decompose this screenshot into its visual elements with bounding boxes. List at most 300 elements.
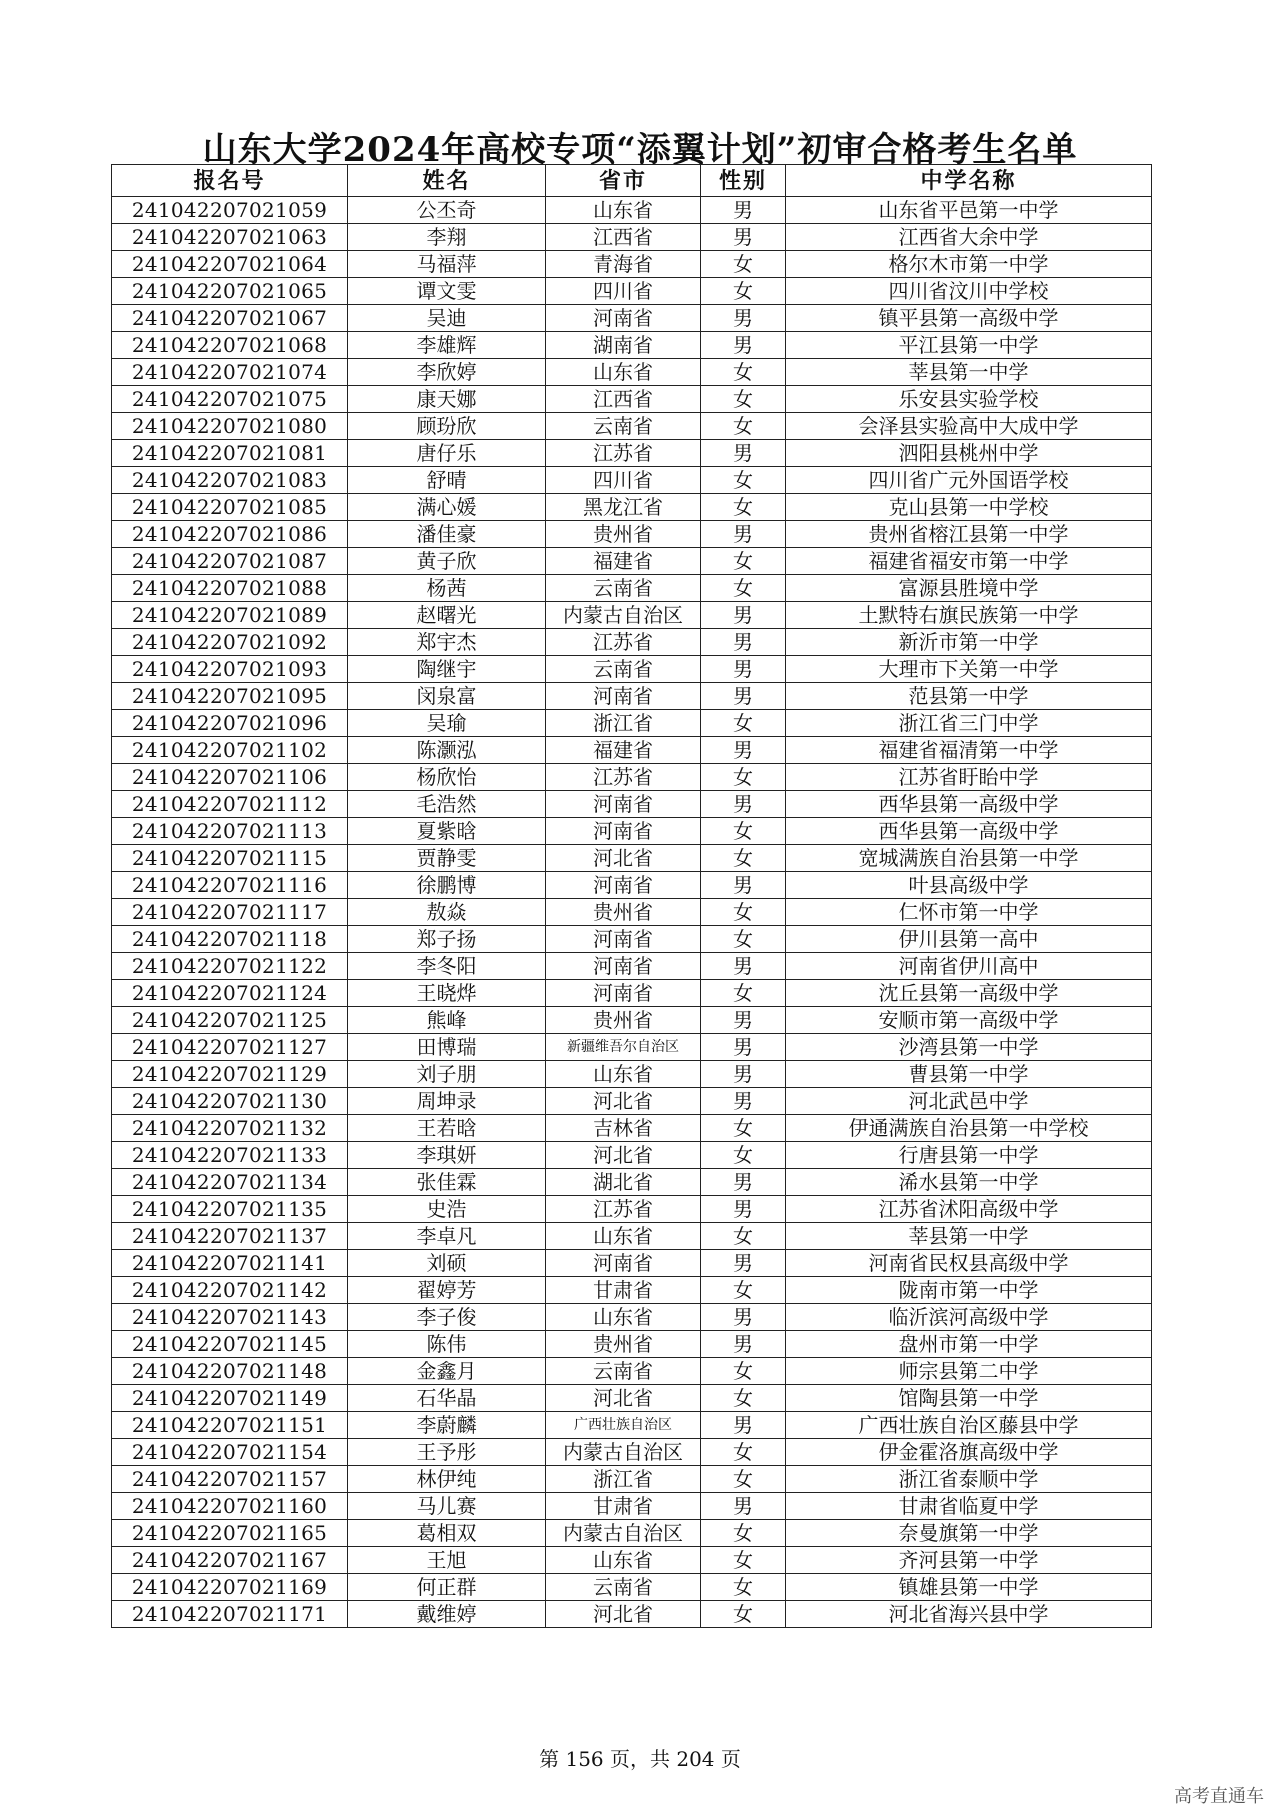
gender-cell: 女 bbox=[701, 1520, 786, 1547]
province-cell: 浙江省 bbox=[546, 1466, 701, 1493]
registration-number-cell: 241042207021081 bbox=[112, 440, 348, 467]
table-row bbox=[112, 1304, 1152, 1331]
table-row bbox=[112, 359, 1152, 386]
name-cell: 李子俊 bbox=[348, 1304, 546, 1331]
registration-number-cell: 241042207021141 bbox=[112, 1250, 348, 1277]
registration-number-cell: 241042207021124 bbox=[112, 980, 348, 1007]
gender-cell: 女 bbox=[701, 548, 786, 575]
watermark: 高考直通车 bbox=[1174, 1786, 1264, 1807]
name-cell: 杨茜 bbox=[348, 575, 546, 602]
gender-cell: 男 bbox=[701, 683, 786, 710]
table-row bbox=[112, 818, 1152, 845]
registration-number-cell: 241042207021157 bbox=[112, 1466, 348, 1493]
province-cell: 江西省 bbox=[546, 224, 701, 251]
table-row bbox=[112, 251, 1152, 278]
school-name-cell: 土默特右旗民族第一中学 bbox=[786, 602, 1152, 629]
table-row bbox=[112, 521, 1152, 548]
header-province: 省市 bbox=[546, 165, 701, 197]
province-cell: 新疆维吾尔自治区 bbox=[546, 1034, 701, 1061]
school-name-cell: 平江县第一中学 bbox=[786, 332, 1152, 359]
table-row bbox=[112, 1331, 1152, 1358]
gender-cell: 女 bbox=[701, 1547, 786, 1574]
registration-number-cell: 241042207021087 bbox=[112, 548, 348, 575]
table-row bbox=[112, 1250, 1152, 1277]
registration-number-cell: 241042207021142 bbox=[112, 1277, 348, 1304]
school-name-cell: 泗阳县桃州中学 bbox=[786, 440, 1152, 467]
name-cell: 郑宇杰 bbox=[348, 629, 546, 656]
province-cell: 贵州省 bbox=[546, 899, 701, 926]
name-cell: 康天娜 bbox=[348, 386, 546, 413]
school-name-cell: 新沂市第一中学 bbox=[786, 629, 1152, 656]
name-cell: 赵曙光 bbox=[348, 602, 546, 629]
gender-cell: 男 bbox=[701, 1196, 786, 1223]
registration-number-cell: 241042207021130 bbox=[112, 1088, 348, 1115]
province-cell: 山东省 bbox=[546, 1061, 701, 1088]
name-cell: 满心媛 bbox=[348, 494, 546, 521]
gender-cell: 女 bbox=[701, 1574, 786, 1601]
table-row bbox=[112, 737, 1152, 764]
school-name-cell: 西华县第一高级中学 bbox=[786, 791, 1152, 818]
province-cell: 河南省 bbox=[546, 305, 701, 332]
name-cell: 李卓凡 bbox=[348, 1223, 546, 1250]
province-cell: 河南省 bbox=[546, 1250, 701, 1277]
province-cell: 内蒙古自治区 bbox=[546, 1520, 701, 1547]
name-cell: 吴迪 bbox=[348, 305, 546, 332]
school-name-cell: 莘县第一中学 bbox=[786, 1223, 1152, 1250]
registration-number-cell: 241042207021088 bbox=[112, 575, 348, 602]
school-name-cell: 宽城满族自治县第一中学 bbox=[786, 845, 1152, 872]
school-name-cell: 福建省福清第一中学 bbox=[786, 737, 1152, 764]
name-cell: 王予彤 bbox=[348, 1439, 546, 1466]
registration-number-cell: 241042207021096 bbox=[112, 710, 348, 737]
table-row bbox=[112, 197, 1152, 224]
registration-number-cell: 241042207021143 bbox=[112, 1304, 348, 1331]
registration-number-cell: 241042207021102 bbox=[112, 737, 348, 764]
school-name-cell: 浠水县第一中学 bbox=[786, 1169, 1152, 1196]
province-cell: 贵州省 bbox=[546, 1007, 701, 1034]
registration-number-cell: 241042207021116 bbox=[112, 872, 348, 899]
name-cell: 闵泉富 bbox=[348, 683, 546, 710]
province-cell: 内蒙古自治区 bbox=[546, 602, 701, 629]
school-name-cell: 镇平县第一高级中学 bbox=[786, 305, 1152, 332]
province-cell: 湖北省 bbox=[546, 1169, 701, 1196]
province-cell: 山东省 bbox=[546, 1547, 701, 1574]
registration-number-cell: 241042207021080 bbox=[112, 413, 348, 440]
province-cell: 河北省 bbox=[546, 1601, 701, 1628]
registration-number-cell: 241042207021127 bbox=[112, 1034, 348, 1061]
school-name-cell: 安顺市第一高级中学 bbox=[786, 1007, 1152, 1034]
gender-cell: 男 bbox=[701, 224, 786, 251]
registration-number-cell: 241042207021112 bbox=[112, 791, 348, 818]
gender-cell: 女 bbox=[701, 710, 786, 737]
registration-number-cell: 241042207021113 bbox=[112, 818, 348, 845]
province-cell: 云南省 bbox=[546, 1574, 701, 1601]
name-cell: 马儿赛 bbox=[348, 1493, 546, 1520]
gender-cell: 女 bbox=[701, 818, 786, 845]
table-row bbox=[112, 1223, 1152, 1250]
name-cell: 舒晴 bbox=[348, 467, 546, 494]
table-row bbox=[112, 710, 1152, 737]
registration-number-cell: 241042207021067 bbox=[112, 305, 348, 332]
table-row bbox=[112, 440, 1152, 467]
registration-number-cell: 241042207021092 bbox=[112, 629, 348, 656]
school-name-cell: 伊川县第一高中 bbox=[786, 926, 1152, 953]
province-cell: 云南省 bbox=[546, 413, 701, 440]
name-cell: 马福萍 bbox=[348, 251, 546, 278]
school-name-cell: 山东省平邑第一中学 bbox=[786, 197, 1152, 224]
table-row bbox=[112, 1115, 1152, 1142]
name-cell: 李雄辉 bbox=[348, 332, 546, 359]
table-row bbox=[112, 1520, 1152, 1547]
province-cell: 河南省 bbox=[546, 872, 701, 899]
name-cell: 戴维婷 bbox=[348, 1601, 546, 1628]
province-cell: 四川省 bbox=[546, 278, 701, 305]
name-cell: 杨欣怡 bbox=[348, 764, 546, 791]
gender-cell: 男 bbox=[701, 197, 786, 224]
province-cell: 云南省 bbox=[546, 656, 701, 683]
province-cell: 贵州省 bbox=[546, 1331, 701, 1358]
gender-cell: 女 bbox=[701, 386, 786, 413]
name-cell: 徐鹏博 bbox=[348, 872, 546, 899]
registration-number-cell: 241042207021074 bbox=[112, 359, 348, 386]
name-cell: 刘硕 bbox=[348, 1250, 546, 1277]
province-cell: 河南省 bbox=[546, 818, 701, 845]
table-row bbox=[112, 1169, 1152, 1196]
school-name-cell: 伊通满族自治县第一中学校 bbox=[786, 1115, 1152, 1142]
name-cell: 李琪妍 bbox=[348, 1142, 546, 1169]
school-name-cell: 陇南市第一中学 bbox=[786, 1277, 1152, 1304]
school-name-cell: 馆陶县第一中学 bbox=[786, 1385, 1152, 1412]
province-cell: 四川省 bbox=[546, 467, 701, 494]
gender-cell: 女 bbox=[701, 764, 786, 791]
province-cell: 江苏省 bbox=[546, 1196, 701, 1223]
gender-cell: 女 bbox=[701, 926, 786, 953]
school-name-cell: 盘州市第一中学 bbox=[786, 1331, 1152, 1358]
table-row bbox=[112, 1547, 1152, 1574]
table-row bbox=[112, 764, 1152, 791]
name-cell: 唐仔乐 bbox=[348, 440, 546, 467]
table-body bbox=[112, 197, 1152, 1628]
registration-number-cell: 241042207021106 bbox=[112, 764, 348, 791]
school-name-cell: 浙江省泰顺中学 bbox=[786, 1466, 1152, 1493]
province-cell: 河北省 bbox=[546, 1385, 701, 1412]
school-name-cell: 行唐县第一中学 bbox=[786, 1142, 1152, 1169]
province-cell: 江苏省 bbox=[546, 629, 701, 656]
name-cell: 林伊纯 bbox=[348, 1466, 546, 1493]
table-row bbox=[112, 1142, 1152, 1169]
name-cell: 吴瑜 bbox=[348, 710, 546, 737]
province-cell: 山东省 bbox=[546, 197, 701, 224]
name-cell: 史浩 bbox=[348, 1196, 546, 1223]
province-cell: 河北省 bbox=[546, 845, 701, 872]
gender-cell: 男 bbox=[701, 791, 786, 818]
table-row bbox=[112, 467, 1152, 494]
province-cell: 山东省 bbox=[546, 1304, 701, 1331]
table-row bbox=[112, 1358, 1152, 1385]
province-cell: 黑龙江省 bbox=[546, 494, 701, 521]
name-cell: 刘子朋 bbox=[348, 1061, 546, 1088]
school-name-cell: 师宗县第二中学 bbox=[786, 1358, 1152, 1385]
name-cell: 潘佳豪 bbox=[348, 521, 546, 548]
gender-cell: 女 bbox=[701, 494, 786, 521]
registration-number-cell: 241042207021132 bbox=[112, 1115, 348, 1142]
school-name-cell: 四川省广元外国语学校 bbox=[786, 467, 1152, 494]
registration-number-cell: 241042207021167 bbox=[112, 1547, 348, 1574]
table-row bbox=[112, 305, 1152, 332]
registration-number-cell: 241042207021118 bbox=[112, 926, 348, 953]
page-title: 山东大学2024年高校专项“添翼计划”初审合格考生名单 bbox=[202, 130, 1078, 170]
province-cell: 内蒙古自治区 bbox=[546, 1439, 701, 1466]
header-registration-number: 报名号 bbox=[112, 165, 348, 197]
name-cell: 张佳霖 bbox=[348, 1169, 546, 1196]
province-cell: 江西省 bbox=[546, 386, 701, 413]
name-cell: 石华晶 bbox=[348, 1385, 546, 1412]
gender-cell: 男 bbox=[701, 1061, 786, 1088]
gender-cell: 男 bbox=[701, 1007, 786, 1034]
table-row bbox=[112, 332, 1152, 359]
name-cell: 黄子欣 bbox=[348, 548, 546, 575]
province-cell: 广西壮族自治区 bbox=[546, 1412, 701, 1439]
gender-cell: 女 bbox=[701, 1115, 786, 1142]
province-cell: 甘肃省 bbox=[546, 1277, 701, 1304]
table-row bbox=[112, 683, 1152, 710]
school-name-cell: 河北省海兴县中学 bbox=[786, 1601, 1152, 1628]
name-cell: 顾玢欣 bbox=[348, 413, 546, 440]
name-cell: 王旭 bbox=[348, 1547, 546, 1574]
registration-number-cell: 241042207021063 bbox=[112, 224, 348, 251]
gender-cell: 男 bbox=[701, 1493, 786, 1520]
province-cell: 吉林省 bbox=[546, 1115, 701, 1142]
province-cell: 山东省 bbox=[546, 359, 701, 386]
registration-number-cell: 241042207021065 bbox=[112, 278, 348, 305]
table-row bbox=[112, 386, 1152, 413]
name-cell: 毛浩然 bbox=[348, 791, 546, 818]
gender-cell: 男 bbox=[701, 332, 786, 359]
table-row bbox=[112, 1601, 1152, 1628]
table-header-row bbox=[112, 165, 1152, 197]
school-name-cell: 江苏省盱眙中学 bbox=[786, 764, 1152, 791]
table-row bbox=[112, 926, 1152, 953]
school-name-cell: 乐安县实验学校 bbox=[786, 386, 1152, 413]
school-name-cell: 格尔木市第一中学 bbox=[786, 251, 1152, 278]
gender-cell: 男 bbox=[701, 737, 786, 764]
registration-number-cell: 241042207021075 bbox=[112, 386, 348, 413]
school-name-cell: 伊金霍洛旗高级中学 bbox=[786, 1439, 1152, 1466]
registration-number-cell: 241042207021133 bbox=[112, 1142, 348, 1169]
gender-cell: 女 bbox=[701, 1223, 786, 1250]
candidate-table bbox=[111, 164, 1152, 1628]
registration-number-cell: 241042207021160 bbox=[112, 1493, 348, 1520]
table-row bbox=[112, 1439, 1152, 1466]
table-row bbox=[112, 575, 1152, 602]
school-name-cell: 仁怀市第一中学 bbox=[786, 899, 1152, 926]
name-cell: 谭文雯 bbox=[348, 278, 546, 305]
school-name-cell: 大理市下关第一中学 bbox=[786, 656, 1152, 683]
registration-number-cell: 241042207021068 bbox=[112, 332, 348, 359]
name-cell: 敖焱 bbox=[348, 899, 546, 926]
table-row bbox=[112, 494, 1152, 521]
table-row bbox=[112, 224, 1152, 251]
gender-cell: 女 bbox=[701, 251, 786, 278]
gender-cell: 男 bbox=[701, 1088, 786, 1115]
gender-cell: 女 bbox=[701, 413, 786, 440]
school-name-cell: 广西壮族自治区藤县中学 bbox=[786, 1412, 1152, 1439]
registration-number-cell: 241042207021151 bbox=[112, 1412, 348, 1439]
gender-cell: 女 bbox=[701, 1601, 786, 1628]
name-cell: 王晓烨 bbox=[348, 980, 546, 1007]
province-cell: 河南省 bbox=[546, 683, 701, 710]
registration-number-cell: 241042207021169 bbox=[112, 1574, 348, 1601]
gender-cell: 女 bbox=[701, 278, 786, 305]
school-name-cell: 叶县高级中学 bbox=[786, 872, 1152, 899]
gender-cell: 女 bbox=[701, 359, 786, 386]
province-cell: 福建省 bbox=[546, 737, 701, 764]
gender-cell: 男 bbox=[701, 872, 786, 899]
gender-cell: 女 bbox=[701, 845, 786, 872]
table-row bbox=[112, 980, 1152, 1007]
name-cell: 李欣婷 bbox=[348, 359, 546, 386]
name-cell: 李蔚麟 bbox=[348, 1412, 546, 1439]
table-row bbox=[112, 791, 1152, 818]
registration-number-cell: 241042207021117 bbox=[112, 899, 348, 926]
name-cell: 李冬阳 bbox=[348, 953, 546, 980]
name-cell: 葛相双 bbox=[348, 1520, 546, 1547]
registration-number-cell: 241042207021154 bbox=[112, 1439, 348, 1466]
school-name-cell: 福建省福安市第一中学 bbox=[786, 548, 1152, 575]
registration-number-cell: 241042207021085 bbox=[112, 494, 348, 521]
header-name: 姓名 bbox=[348, 165, 546, 197]
table-row bbox=[112, 278, 1152, 305]
name-cell: 贾静雯 bbox=[348, 845, 546, 872]
gender-cell: 女 bbox=[701, 1142, 786, 1169]
school-name-cell: 富源县胜境中学 bbox=[786, 575, 1152, 602]
registration-number-cell: 241042207021165 bbox=[112, 1520, 348, 1547]
registration-number-cell: 241042207021086 bbox=[112, 521, 348, 548]
province-cell: 河南省 bbox=[546, 953, 701, 980]
name-cell: 金鑫月 bbox=[348, 1358, 546, 1385]
gender-cell: 男 bbox=[701, 656, 786, 683]
registration-number-cell: 241042207021149 bbox=[112, 1385, 348, 1412]
table-row bbox=[112, 1385, 1152, 1412]
table-row bbox=[112, 656, 1152, 683]
school-name-cell: 河南省民权县高级中学 bbox=[786, 1250, 1152, 1277]
name-cell: 郑子扬 bbox=[348, 926, 546, 953]
table-row bbox=[112, 413, 1152, 440]
name-cell: 何正群 bbox=[348, 1574, 546, 1601]
table-row bbox=[112, 1088, 1152, 1115]
registration-number-cell: 241042207021095 bbox=[112, 683, 348, 710]
gender-cell: 男 bbox=[701, 440, 786, 467]
name-cell: 周坤录 bbox=[348, 1088, 546, 1115]
table-row bbox=[112, 602, 1152, 629]
table-row bbox=[112, 1007, 1152, 1034]
province-cell: 湖南省 bbox=[546, 332, 701, 359]
school-name-cell: 范县第一中学 bbox=[786, 683, 1152, 710]
table-row bbox=[112, 1493, 1152, 1520]
school-name-cell: 会泽县实验高中大成中学 bbox=[786, 413, 1152, 440]
name-cell: 陶继宇 bbox=[348, 656, 546, 683]
province-cell: 云南省 bbox=[546, 575, 701, 602]
school-name-cell: 沙湾县第一中学 bbox=[786, 1034, 1152, 1061]
table-row bbox=[112, 1574, 1152, 1601]
name-cell: 公丕奇 bbox=[348, 197, 546, 224]
gender-cell: 男 bbox=[701, 521, 786, 548]
gender-cell: 女 bbox=[701, 899, 786, 926]
table-row bbox=[112, 629, 1152, 656]
province-cell: 青海省 bbox=[546, 251, 701, 278]
school-name-cell: 莘县第一中学 bbox=[786, 359, 1152, 386]
table-row bbox=[112, 1277, 1152, 1304]
gender-cell: 男 bbox=[701, 1250, 786, 1277]
school-name-cell: 贵州省榕江县第一中学 bbox=[786, 521, 1152, 548]
province-cell: 江苏省 bbox=[546, 440, 701, 467]
school-name-cell: 镇雄县第一中学 bbox=[786, 1574, 1152, 1601]
registration-number-cell: 241042207021059 bbox=[112, 197, 348, 224]
table-row bbox=[112, 953, 1152, 980]
school-name-cell: 临沂滨河高级中学 bbox=[786, 1304, 1152, 1331]
province-cell: 福建省 bbox=[546, 548, 701, 575]
gender-cell: 男 bbox=[701, 953, 786, 980]
school-name-cell: 四川省汶川中学校 bbox=[786, 278, 1152, 305]
school-name-cell: 河南省伊川高中 bbox=[786, 953, 1152, 980]
name-cell: 田博瑞 bbox=[348, 1034, 546, 1061]
name-cell: 李翔 bbox=[348, 224, 546, 251]
table-row bbox=[112, 1034, 1152, 1061]
registration-number-cell: 241042207021145 bbox=[112, 1331, 348, 1358]
gender-cell: 女 bbox=[701, 1385, 786, 1412]
province-cell: 河南省 bbox=[546, 980, 701, 1007]
table-row bbox=[112, 1061, 1152, 1088]
province-cell: 江苏省 bbox=[546, 764, 701, 791]
gender-cell: 女 bbox=[701, 575, 786, 602]
gender-cell: 女 bbox=[701, 1439, 786, 1466]
registration-number-cell: 241042207021171 bbox=[112, 1601, 348, 1628]
table-row bbox=[112, 548, 1152, 575]
name-cell: 陈伟 bbox=[348, 1331, 546, 1358]
gender-cell: 男 bbox=[701, 629, 786, 656]
gender-cell: 女 bbox=[701, 1466, 786, 1493]
province-cell: 甘肃省 bbox=[546, 1493, 701, 1520]
header-school-name: 中学名称 bbox=[786, 165, 1152, 197]
gender-cell: 男 bbox=[701, 1169, 786, 1196]
gender-cell: 女 bbox=[701, 467, 786, 494]
name-cell: 翟婷芳 bbox=[348, 1277, 546, 1304]
province-cell: 河南省 bbox=[546, 791, 701, 818]
registration-number-cell: 241042207021134 bbox=[112, 1169, 348, 1196]
province-cell: 河北省 bbox=[546, 1088, 701, 1115]
school-name-cell: 克山县第一中学校 bbox=[786, 494, 1152, 521]
registration-number-cell: 241042207021115 bbox=[112, 845, 348, 872]
province-cell: 河南省 bbox=[546, 926, 701, 953]
school-name-cell: 河北武邑中学 bbox=[786, 1088, 1152, 1115]
gender-cell: 女 bbox=[701, 1358, 786, 1385]
name-cell: 夏紫晗 bbox=[348, 818, 546, 845]
registration-number-cell: 241042207021135 bbox=[112, 1196, 348, 1223]
gender-cell: 男 bbox=[701, 1034, 786, 1061]
province-cell: 河北省 bbox=[546, 1142, 701, 1169]
school-name-cell: 江苏省沭阳高级中学 bbox=[786, 1196, 1152, 1223]
registration-number-cell: 241042207021137 bbox=[112, 1223, 348, 1250]
gender-cell: 男 bbox=[701, 305, 786, 332]
school-name-cell: 浙江省三门中学 bbox=[786, 710, 1152, 737]
province-cell: 山东省 bbox=[546, 1223, 701, 1250]
name-cell: 熊峰 bbox=[348, 1007, 546, 1034]
table-row bbox=[112, 1196, 1152, 1223]
gender-cell: 男 bbox=[701, 1331, 786, 1358]
registration-number-cell: 241042207021122 bbox=[112, 953, 348, 980]
registration-number-cell: 241042207021083 bbox=[112, 467, 348, 494]
school-name-cell: 江西省大余中学 bbox=[786, 224, 1152, 251]
